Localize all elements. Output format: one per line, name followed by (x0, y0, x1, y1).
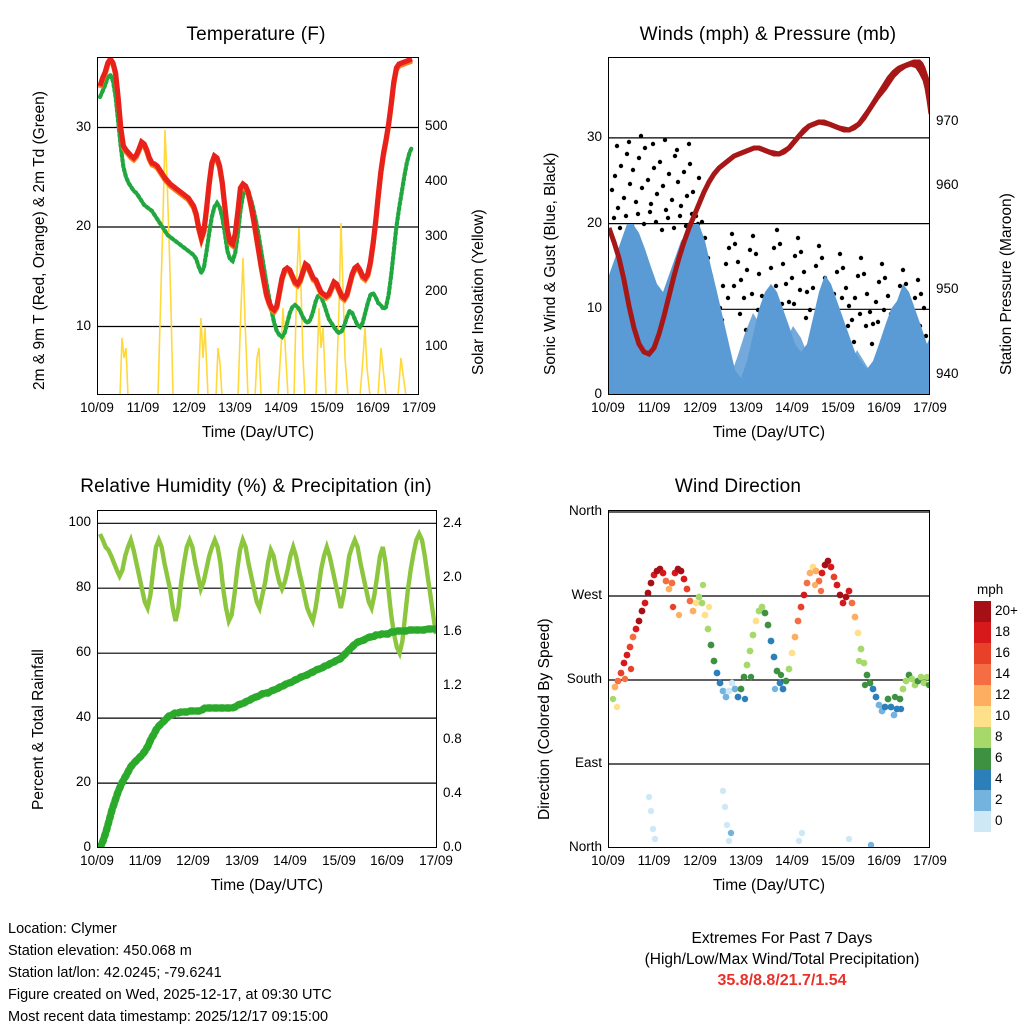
precip-ytick: 0.4 (443, 785, 462, 800)
legend-swatch (974, 769, 991, 790)
humidity-ytick: 80 (75, 579, 91, 594)
legend-swatch (974, 790, 991, 811)
humidity-xtick: 11/09 (128, 853, 162, 868)
legend-swatch (974, 601, 991, 622)
winddir-xtick: 16/09 (867, 853, 901, 868)
winds-xaxis-label: Time (Day/UTC) (712, 424, 826, 441)
winddir-xtick: 11/09 (637, 853, 671, 868)
winddir-xtick: 15/09 (821, 853, 855, 868)
pressure-yaxis-label: Station Pressure (Maroon) (998, 193, 1015, 375)
humidity-ytick: 100 (68, 514, 91, 529)
humidity-yaxis-label: Percent & Total Rainfall (30, 649, 47, 810)
temperature-xtick: 11/09 (126, 400, 160, 415)
winds-xtick: 10/09 (591, 400, 625, 415)
precip-ytick: 0.0 (443, 839, 462, 854)
winddir-ytick: North (568, 503, 602, 518)
pressure-ytick: 970 (936, 113, 959, 128)
winds-xtick: 14/09 (775, 400, 809, 415)
humidity-xaxis-label: Time (Day/UTC) (210, 877, 324, 894)
winddir-xtick: 12/09 (683, 853, 717, 868)
temperature-ytick: 10 (75, 318, 91, 333)
temperature-right-yaxis-label: Solar Insolation (Yellow) (470, 209, 487, 375)
humidity-ytick: 20 (75, 774, 91, 789)
winddir-yaxis-label: Direction (Colored By Speed) (536, 618, 553, 820)
legend-label: 2 (995, 792, 1003, 807)
legend-swatch (974, 622, 991, 643)
winds-xtick: 13/09 (729, 400, 763, 415)
legend-swatch (974, 811, 991, 832)
temperature-plot (97, 57, 419, 395)
temperature-ytick: 30 (75, 119, 91, 134)
temperature-right-ytick: 300 (425, 228, 448, 243)
winddir-xtick: 13/09 (729, 853, 763, 868)
pressure-ytick: 950 (936, 281, 959, 296)
temperature-yaxis-label: 2m & 9m T (Red, Orange) & 2m Td (Green) (31, 91, 48, 390)
legend-label: 20+ (995, 603, 1018, 618)
humidity-ytick: 40 (75, 709, 91, 724)
winds-yaxis-label: Sonic Wind & Gust (Blue, Black) (542, 152, 559, 375)
humidity-xtick: 17/09 (419, 853, 453, 868)
temperature-xtick: 17/09 (402, 400, 436, 415)
humidity-precip-plot (97, 510, 437, 848)
wind-direction-title: Wind Direction (674, 476, 802, 497)
footer-line: Figure created on Wed, 2025-12-17, at 09:30 UTC (8, 987, 332, 1003)
panel-winds-pressure (512, 0, 1024, 460)
extremes-title: Extremes For Past 7 Days (691, 930, 873, 947)
footer-line: Most recent data timestamp: 2025/12/17 09:15:00 (8, 1009, 329, 1025)
temperature-ytick: 20 (75, 218, 91, 233)
humidity-xtick: 16/09 (370, 853, 404, 868)
legend-swatch (974, 685, 991, 706)
legend-label: 10 (995, 708, 1011, 723)
winds-pressure-plot (608, 57, 930, 395)
extremes-subtitle: (High/Low/Max Wind/Total Precipitation) (644, 951, 920, 968)
panel-wind-direction (512, 460, 1024, 920)
winds-xtick: 17/09 (913, 400, 947, 415)
temperature-xtick: 14/09 (264, 400, 298, 415)
temperature-right-ytick: 400 (425, 173, 448, 188)
winddir-xtick: 10/09 (591, 853, 625, 868)
winds-xtick: 12/09 (683, 400, 717, 415)
pressure-ytick: 960 (936, 177, 959, 192)
extremes-summary (552, 928, 1012, 991)
extremes-values: 35.8/8.8/21.7/1.54 (717, 972, 847, 989)
humidity-precip-title: Relative Humidity (%) & Precipitation (in) (80, 476, 432, 497)
precip-ytick: 1.6 (443, 623, 462, 638)
winds-ytick: 0 (594, 386, 602, 401)
footer-line: Station lat/lon: 42.0245; -79.6241 (8, 965, 222, 981)
winddir-xtick: 14/09 (775, 853, 809, 868)
humidity-xtick: 12/09 (176, 853, 210, 868)
wind-direction-plot (608, 510, 930, 848)
winddir-xtick: 17/09 (913, 853, 947, 868)
footer-line: Station elevation: 450.068 m (8, 943, 192, 959)
footer-line: Location: Clymer (8, 921, 117, 937)
humidity-ytick: 0 (83, 839, 91, 854)
winds-pressure-title: Winds (mph) & Pressure (mb) (639, 24, 897, 45)
winds-ytick: 30 (586, 129, 602, 144)
temperature-xaxis-label: Time (Day/UTC) (201, 424, 315, 441)
temperature-right-ytick: 200 (425, 283, 448, 298)
winds-ytick: 10 (586, 300, 602, 315)
winds-xtick: 15/09 (821, 400, 855, 415)
legend-label: 0 (995, 813, 1003, 828)
humidity-xtick: 14/09 (273, 853, 307, 868)
legend-swatch (974, 664, 991, 685)
wind-legend-title: mph (977, 582, 1004, 597)
precip-ytick: 2.0 (443, 569, 462, 584)
temperature-xtick: 10/09 (80, 400, 114, 415)
temperature-right-ytick: 100 (425, 338, 448, 353)
temperature-xtick: 16/09 (356, 400, 390, 415)
temperature-xtick: 13/09 (218, 400, 252, 415)
legend-label: 4 (995, 771, 1003, 786)
legend-swatch (974, 748, 991, 769)
winds-xtick: 16/09 (867, 400, 901, 415)
winddir-ytick: East (574, 755, 602, 770)
winddir-ytick: West (571, 587, 602, 602)
temperature-xtick: 15/09 (310, 400, 344, 415)
legend-swatch (974, 727, 991, 748)
pressure-ytick: 940 (936, 366, 959, 381)
legend-swatch (974, 643, 991, 664)
legend-swatch (974, 706, 991, 727)
legend-label: 12 (995, 687, 1011, 702)
winds-ytick: 20 (586, 215, 602, 230)
temperature-right-ytick: 500 (425, 118, 448, 133)
temperature-xtick: 12/09 (172, 400, 206, 415)
winddir-xaxis-label: Time (Day/UTC) (712, 877, 826, 894)
humidity-xtick: 13/09 (225, 853, 259, 868)
humidity-xtick: 15/09 (322, 853, 356, 868)
winddir-ytick: South (566, 671, 602, 686)
winddir-ytick: North (568, 839, 602, 854)
legend-label: 8 (995, 729, 1003, 744)
panel-temperature (0, 0, 512, 460)
humidity-xtick: 10/09 (80, 853, 114, 868)
precip-ytick: 0.8 (443, 731, 462, 746)
legend-label: 16 (995, 645, 1011, 660)
winds-xtick: 11/09 (637, 400, 671, 415)
legend-label: 18 (995, 624, 1011, 639)
legend-label: 6 (995, 750, 1003, 765)
precip-ytick: 1.2 (443, 677, 462, 692)
temperature-title: Temperature (F) (186, 24, 326, 45)
panel-humidity-precip (0, 460, 512, 920)
precip-ytick: 2.4 (443, 515, 462, 530)
legend-label: 14 (995, 666, 1011, 681)
humidity-ytick: 60 (75, 644, 91, 659)
